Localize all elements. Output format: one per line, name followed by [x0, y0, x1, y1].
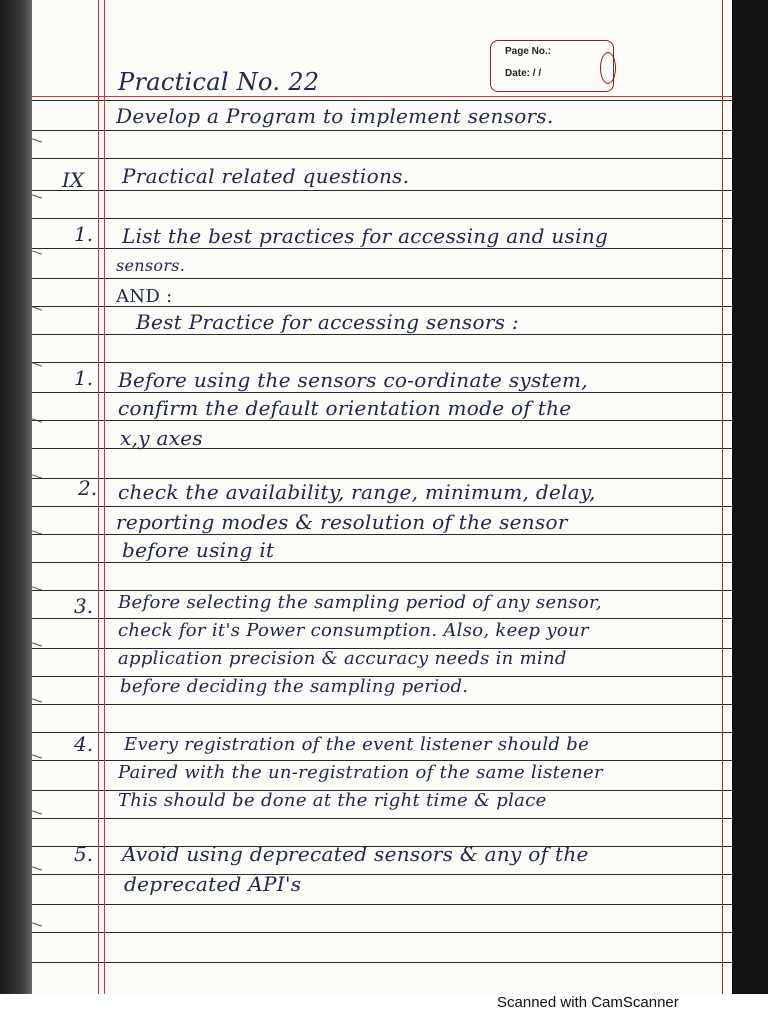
- answer-heading: Best Practice for accessing sensors :: [136, 310, 519, 334]
- point-line: application precision & accuracy needs in mind: [118, 648, 567, 669]
- question-number: 1.: [74, 222, 94, 246]
- point-line: Avoid using deprecated sensors & any of the: [122, 842, 589, 866]
- answer-label: AND :: [116, 286, 173, 307]
- point-number: 2.: [78, 476, 98, 500]
- page-no-label: Page No.:: [505, 46, 552, 57]
- point-line: Before selecting the sampling period of any sensor,: [118, 592, 602, 613]
- point-line: reporting modes & resolution of the sensor: [116, 510, 568, 534]
- scanner-watermark: Scanned with CamScanner: [497, 994, 679, 1011]
- point-line: check the availability, range, minimum, delay,: [118, 480, 596, 504]
- scan-dark-right-edge: [732, 0, 768, 994]
- point-line: x,y axes: [120, 426, 203, 450]
- page-date-box: [490, 40, 614, 92]
- left-margin-line: [98, 0, 99, 994]
- question-line-2: sensors.: [116, 256, 186, 275]
- point-number: 5.: [74, 842, 94, 866]
- top-margin-line: [32, 96, 732, 97]
- point-line: confirm the default orientation mode of the: [118, 396, 572, 420]
- page-subtitle: Develop a Program to implement sensors.: [116, 104, 554, 128]
- right-margin-line: [722, 0, 723, 994]
- page-title: Practical No. 22: [118, 68, 320, 96]
- point-line: This should be done at the right time & place: [118, 790, 547, 811]
- date-label: Date: / /: [505, 68, 542, 79]
- point-line: before using it: [122, 538, 275, 562]
- point-line: before deciding the sampling period.: [120, 676, 469, 697]
- scan-dark-left-edge: [0, 0, 32, 994]
- point-line: Before using the sensors co-ordinate system,: [118, 368, 588, 392]
- point-number: 1.: [74, 366, 94, 390]
- point-line: deprecated API's: [124, 872, 302, 896]
- page-curl-icon: [600, 52, 616, 84]
- left-margin-line-inner: [104, 0, 105, 994]
- point-line: check for it's Power consumption. Also, keep your: [118, 620, 589, 641]
- section-heading: Practical related questions.: [122, 164, 410, 188]
- point-line: Paired with the un-registration of the same listener: [118, 762, 603, 783]
- question-line-1: List the best practices for accessing and using: [122, 224, 609, 248]
- point-line: Every registration of the event listener should be: [124, 734, 590, 755]
- section-marker: IX: [62, 168, 85, 192]
- point-number: 4.: [74, 732, 94, 756]
- point-number: 3.: [74, 594, 94, 618]
